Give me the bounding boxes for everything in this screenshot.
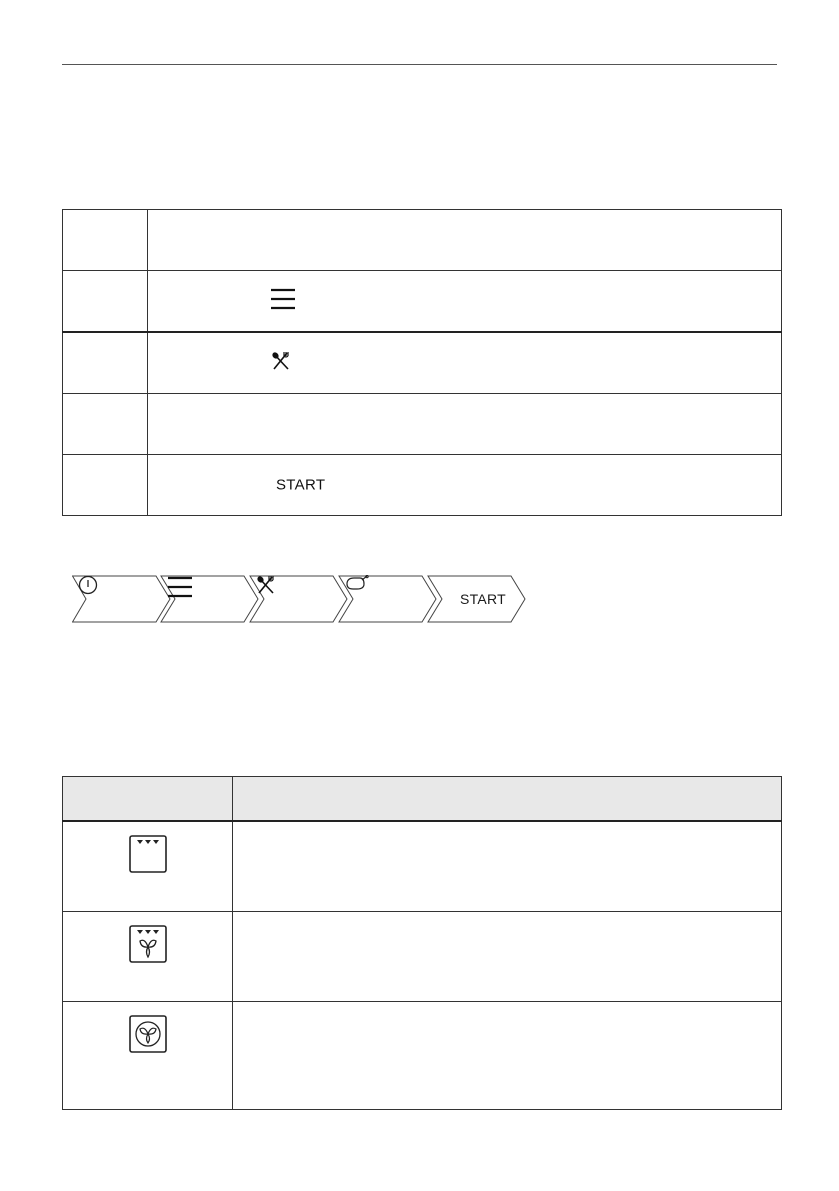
function-icon-cell [63, 821, 233, 912]
table-row [63, 912, 782, 1002]
step-text [148, 271, 782, 333]
header-rule [62, 64, 777, 65]
step-number [63, 271, 148, 333]
table-row [63, 394, 782, 455]
table-row [63, 821, 782, 912]
step-text [148, 332, 782, 394]
flow-step-cutlery [256, 575, 346, 623]
start-label: START [276, 476, 326, 494]
start-label: START [459, 591, 507, 607]
flow-step-menu [167, 575, 257, 623]
flow-step-food [345, 575, 435, 623]
step-text [148, 394, 782, 455]
function-description [233, 1002, 782, 1110]
table-row [63, 210, 782, 271]
step-flow [72, 575, 532, 623]
top-heat-icon [128, 861, 168, 878]
function-description [233, 912, 782, 1002]
step-text [148, 455, 782, 516]
flow-step-start [434, 575, 524, 623]
table-row [63, 455, 782, 516]
function-icon-cell [63, 1002, 233, 1110]
function-icon-cell [63, 912, 233, 1002]
column-header [63, 777, 233, 822]
cutlery-icon [271, 351, 291, 375]
step-number [63, 394, 148, 455]
function-description [233, 821, 782, 912]
flow-step-power [78, 575, 168, 623]
step-number [63, 210, 148, 271]
step-number [63, 455, 148, 516]
steps-table [62, 209, 782, 516]
functions-table [62, 776, 782, 1110]
fan-icon [128, 1041, 168, 1058]
table-row [63, 332, 782, 394]
step-text [148, 210, 782, 271]
menu-icon [270, 287, 296, 315]
top-heat-fan-icon [128, 951, 168, 968]
table-header-row [63, 777, 782, 822]
table-row [63, 271, 782, 333]
step-number [63, 332, 148, 394]
column-header [233, 777, 782, 822]
table-row [63, 1002, 782, 1110]
